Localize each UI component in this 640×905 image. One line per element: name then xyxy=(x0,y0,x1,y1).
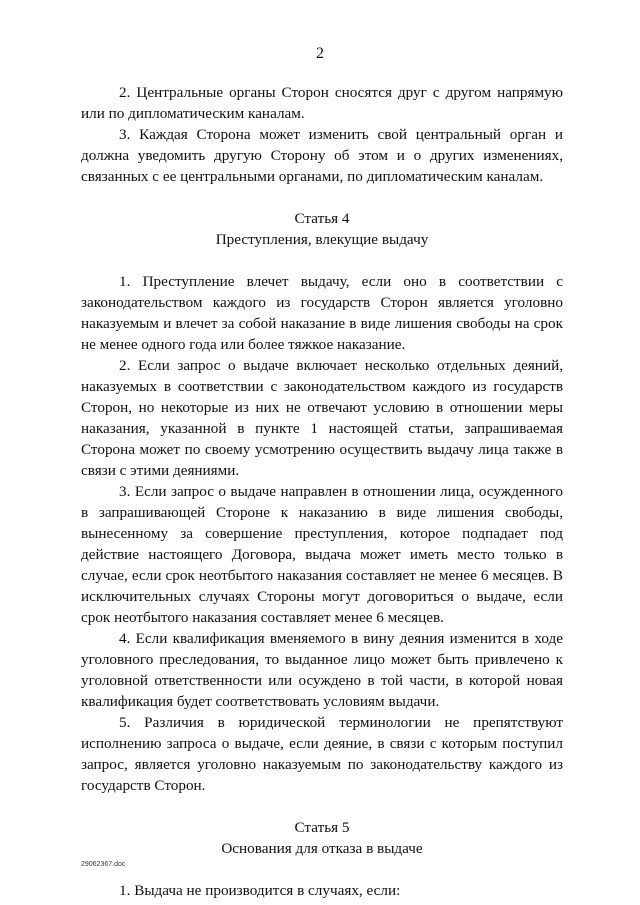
spacer xyxy=(81,187,563,208)
spacer xyxy=(81,250,563,271)
document-body xyxy=(81,82,563,901)
article4-number: Статья 4 xyxy=(294,210,350,227)
article4-paragraph-4: 4. Если квалификация вменяемого в вину деяния изменится в ходе уголовного преследования, то выданное лицо может быть привлечено к уголовной ответственности или осуждено в той части, в которой новая квалификация будет соответствовать условиям выдачи. xyxy=(81,630,563,710)
article5-number: Статья 5 xyxy=(294,819,350,836)
article4-paragraph-2: 2. Если запрос о выдаче включает несколько отдельных деяний, наказуемых в соответствии с законодательством каждого из государств Сторон, но некоторые из них не отвечают условию в отношении меры наказания, указанной в пункте 1 настоящей статьи, запрашиваемая Сторона может по своему усмотрению осуществить выдачу лица также в связи с этими деяниями. xyxy=(81,357,563,479)
article4-title: Преступления, влекущие выдачу xyxy=(215,231,429,248)
spacer xyxy=(81,796,563,817)
article5-paragraph-1: 1. Выдача не производится в случаях, если: xyxy=(119,882,401,899)
article4-paragraph-3: 3. Если запрос о выдаче направлен в отношении лица, осужденного в запрашивающей Стороне к наказанию в виде лишения свободы, вынесенному за совершение преступления, которое подпадает под действие настоящего Договора, выдача может иметь место только в случае, если срок неотбытого наказания составляет не менее 6 месяцев. В исключительных случаях Стороны могут договориться о выдаче, если срок неотбытого наказания составляет менее 6 месяцев. xyxy=(81,483,563,626)
article4-paragraph-5: 5. Различия в юридической терминологии не препятствуют исполнению запроса о выдаче, если деяние, в связи с которым поступил запрос, является уголовно наказуемым по законодательству каждого из государств Сторон. xyxy=(81,714,563,794)
spacer xyxy=(81,859,563,880)
article3-paragraph-3: 3. Каждая Сторона может изменить свой центральный орган и должна уведомить другую Сторону об этом и о других изменениях, связанных с ее центральными органами, по дипломатическим каналам. xyxy=(81,126,563,185)
article4-paragraph-1: 1. Преступление влечет выдачу, если оно в соответствии с законодательством каждого из государств Сторон является уголовно наказуемым и влечет за собой наказание в виде лишения свободы на срок не менее одного года или более тяжкое наказание. xyxy=(81,273,563,353)
document-file-code: 29062367.doc xyxy=(81,861,126,868)
page-number: 2 xyxy=(316,45,324,62)
article3-paragraph-2: 2. Центральные органы Сторон сносятся друг с другом напрямую или по дипломатическим каналам. xyxy=(81,84,563,122)
article5-title: Основания для отказа в выдаче xyxy=(221,840,423,857)
